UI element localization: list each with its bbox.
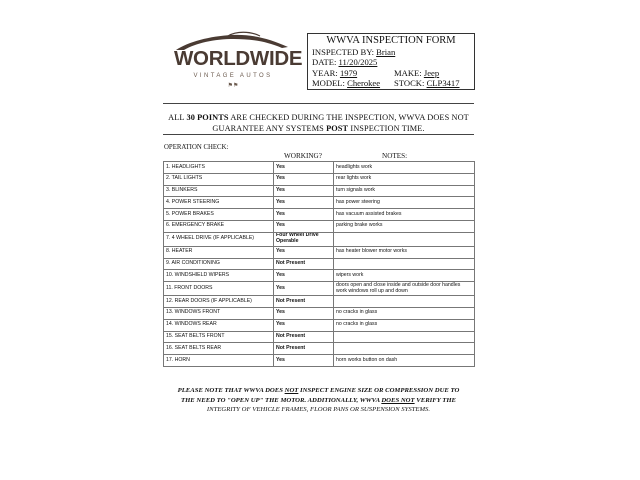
table-row [164, 162, 475, 174]
notes-cell: wipers work [334, 270, 475, 282]
working-cell: Yes [274, 197, 334, 209]
stock-label: STOCK: [394, 78, 425, 88]
item-cell: 2. TAIL LIGHTS [164, 173, 274, 185]
table-row [164, 197, 475, 209]
operation-check-table [163, 161, 475, 367]
notice-line-1: ALL 30 POINTS ARE CHECKED DURING THE INSPECTION, WWVA DOES NOT [168, 113, 469, 122]
inspected-by-value: Brian [376, 47, 396, 57]
notes-cell: no cracks in glass [334, 307, 475, 319]
working-column-header: WORKING? [284, 152, 322, 160]
working-cell: Not Present [274, 343, 334, 355]
notes-cell [334, 343, 475, 355]
inspected-by-row [312, 47, 395, 58]
notes-cell: parking brake works [334, 220, 475, 232]
item-cell: 5. POWER BRAKES [164, 209, 274, 221]
item-cell: 10. WINDSHIELD WIPERS [164, 270, 274, 282]
notes-column-header: NOTES: [382, 152, 408, 160]
working-cell: Yes [274, 270, 334, 282]
model-row [312, 78, 380, 89]
item-cell: 9. AIR CONDITIONING [164, 258, 274, 270]
table-row [164, 331, 475, 343]
notes-cell: horn works button on dash [334, 355, 475, 367]
table-row [164, 355, 475, 367]
working-cell: Not Present [274, 258, 334, 270]
notes-cell: rear lights work [334, 173, 475, 185]
notes-cell [334, 296, 475, 308]
notes-cell: doors open and close inside and outside door handles work windows roll up and down [334, 282, 475, 296]
stock-row [394, 78, 460, 89]
crossed-flags-icon: ⚑⚑ [227, 82, 239, 89]
notes-cell: turn signals work [334, 185, 475, 197]
make-row [394, 68, 439, 79]
footer-line-3: INTEGRITY OF VEHICLE FRAMES, FLOOR PANS OR SUSPENSION SYSTEMS. [206, 406, 431, 413]
notes-cell [334, 258, 475, 270]
item-cell: 17. HORN [164, 355, 274, 367]
inspected-by-label: INSPECTED BY: [312, 47, 374, 57]
notes-cell: has heater blower motor works [334, 246, 475, 258]
item-cell: 16. SEAT BELTS REAR [164, 343, 274, 355]
working-cell: Not Present [274, 331, 334, 343]
footer-disclaimer [163, 386, 474, 415]
notes-cell: has vacuum assisted brakes [334, 209, 475, 221]
table-row [164, 232, 475, 246]
working-cell: Yes [274, 220, 334, 232]
item-cell: 14. WINDOWS REAR [164, 319, 274, 331]
make-label: MAKE: [394, 68, 422, 78]
footer-line-2: THE NEED TO "OPEN UP" THE MOTOR. ADDITIONALLY, WWVA DOES NOT VERIFY THE [181, 396, 456, 404]
item-cell: 11. FRONT DOORS [164, 282, 274, 296]
notes-cell [334, 232, 475, 246]
date-value: 11/20/2025 [338, 57, 378, 67]
working-cell: Yes [274, 319, 334, 331]
model-label: MODEL: [312, 78, 345, 88]
notes-cell: no cracks in glass [334, 319, 475, 331]
item-cell: 4. POWER STEERING [164, 197, 274, 209]
stock-value: CLP3417 [426, 78, 460, 88]
working-cell: Yes [274, 246, 334, 258]
notes-cell: headlights work [334, 162, 475, 174]
make-value: Jeep [423, 68, 440, 78]
inspection-notice [163, 113, 474, 134]
item-cell: 8. HEATER [164, 246, 274, 258]
working-cell: Yes [274, 162, 334, 174]
form-title: WWVA INSPECTION FORM [326, 35, 456, 46]
notes-cell: has power steering [334, 197, 475, 209]
item-cell: 7. 4 WHEEL DRIVE (IF APPLICABLE) [164, 232, 274, 246]
notice-line-2: GUARANTEE ANY SYSTEMS POST INSPECTION TIME. [212, 123, 425, 133]
table-row [164, 282, 475, 296]
footer-line-1: PLEASE NOTE THAT WWVA DOES NOT INSPECT ENGINE SIZE OR COMPRESSION DUE TO [177, 387, 460, 394]
table-row [164, 319, 475, 331]
vehicle-info-box [307, 33, 475, 90]
item-cell: 6. EMERGENCY BRAKE [164, 220, 274, 232]
table-row [164, 307, 475, 319]
working-cell: Yes [274, 307, 334, 319]
working-cell: Yes [274, 209, 334, 221]
divider-top [163, 103, 474, 104]
model-value: Cherokee [347, 78, 381, 88]
working-cell: Yes [274, 173, 334, 185]
working-cell: Yes [274, 355, 334, 367]
table-row [164, 343, 475, 355]
item-cell: 1. HEADLIGHTS [164, 162, 274, 174]
table-row [164, 258, 475, 270]
working-cell: Not Present [274, 296, 334, 308]
table-row [164, 296, 475, 308]
table-row [164, 220, 475, 232]
year-row [312, 68, 357, 79]
divider-bottom [163, 134, 474, 135]
working-cell: Yes [274, 185, 334, 197]
working-cell: Yes [274, 282, 334, 296]
working-cell: Four Wheel Drive Operable [274, 232, 334, 246]
table-row [164, 246, 475, 258]
logo-tagline: VINTAGE AUTOS [193, 73, 273, 79]
date-row [312, 57, 377, 68]
item-cell: 13. WINDOWS FRONT [164, 307, 274, 319]
year-value: 1979 [339, 68, 358, 78]
year-label: YEAR: [312, 68, 338, 78]
worldwide-logo [170, 30, 303, 92]
item-cell: 3. BLINKERS [164, 185, 274, 197]
table-row [164, 270, 475, 282]
notes-cell [334, 331, 475, 343]
table-row [164, 209, 475, 221]
item-cell: 12. REAR DOORS (IF APPLICABLE) [164, 296, 274, 308]
operation-check-label: OPERATION CHECK: [164, 144, 229, 151]
date-label: DATE: [312, 57, 337, 67]
item-cell: 15. SEAT BELTS FRONT [164, 331, 274, 343]
table-row [164, 185, 475, 197]
logo-wordmark: WORLDWIDE [174, 47, 303, 70]
table-row [164, 173, 475, 185]
